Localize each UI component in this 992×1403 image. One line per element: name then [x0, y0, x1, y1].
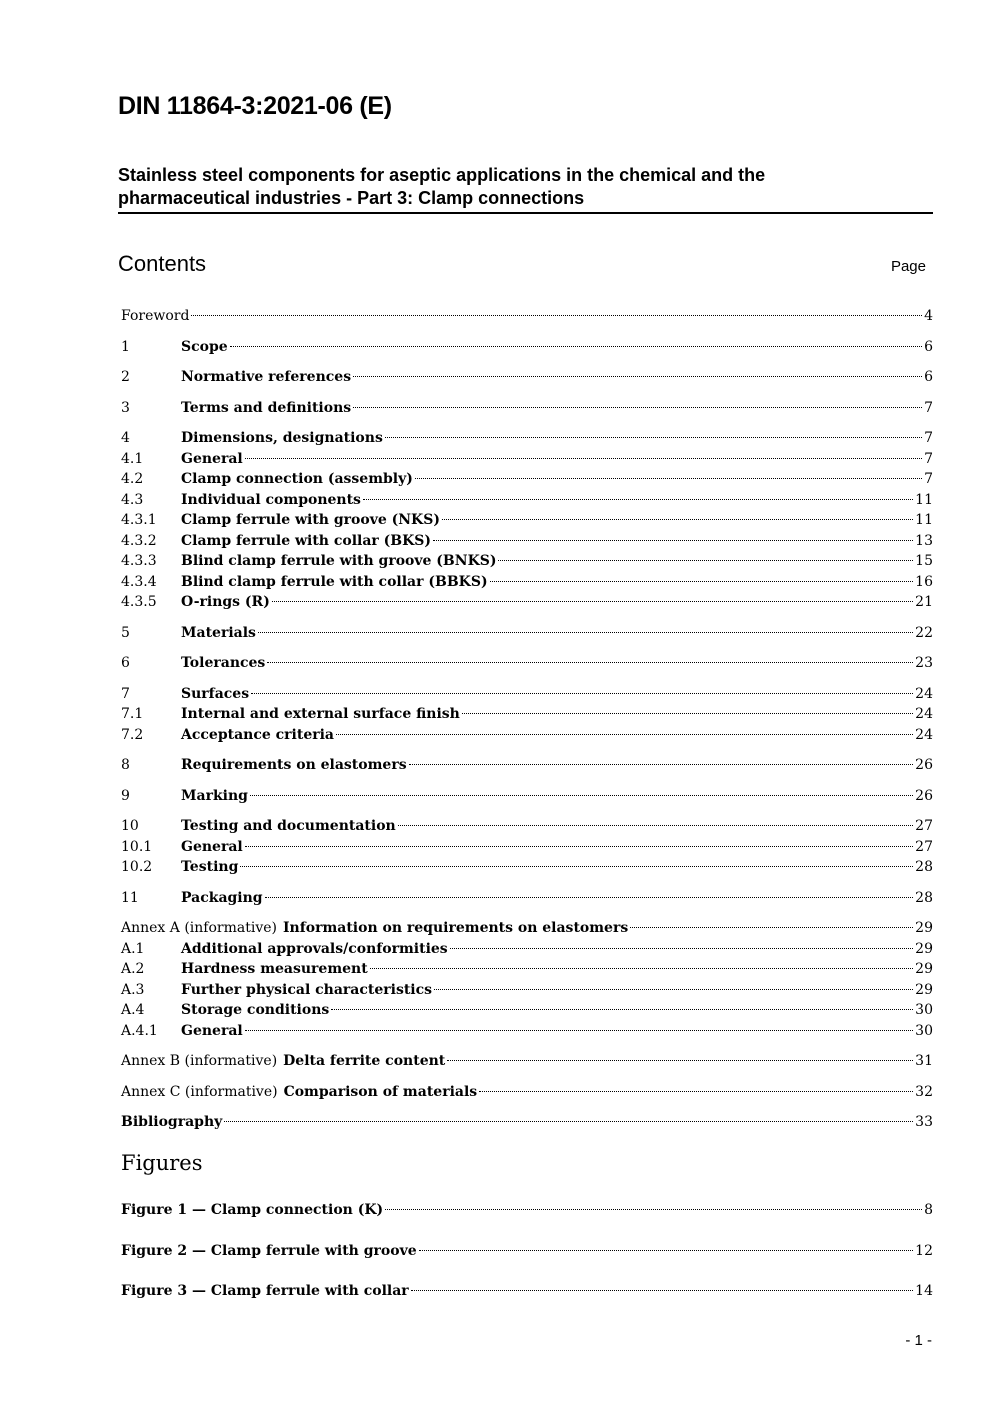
- toc-entry-number: 7.1: [121, 706, 144, 722]
- table-of-contents: [121, 306, 933, 1133]
- toc-entry-number: 8: [121, 757, 130, 773]
- toc-entry-title: Clamp ferrule with groove (NKS): [181, 512, 440, 528]
- dot-leader: [353, 375, 922, 377]
- dot-leader: [411, 1289, 913, 1291]
- figure-entry-title: Figure 1 — Clamp connection (K): [121, 1202, 384, 1218]
- dot-leader: [267, 661, 913, 663]
- dot-leader: [353, 406, 922, 408]
- toc-entry-page: 28: [915, 889, 933, 906]
- toc-entry-title: Storage conditions: [181, 1002, 330, 1018]
- annex-label: Annex A (informative): [121, 920, 277, 936]
- document-id: DIN 11864-3:2021-06 (E): [118, 92, 392, 120]
- toc-entry-page: 6: [924, 369, 933, 385]
- dot-leader: [419, 1249, 914, 1251]
- toc-entry[interactable]: [121, 704, 933, 725]
- toc-entry[interactable]: [121, 1000, 933, 1021]
- toc-entry[interactable]: [121, 939, 933, 960]
- toc-entry-annex[interactable]: [121, 1051, 933, 1072]
- toc-entry-title: General: [181, 450, 243, 467]
- figure-entry-page: 8: [924, 1202, 933, 1218]
- toc-entry-number: 4.3.3: [121, 553, 157, 569]
- toc-entry-number: 4.3.2: [121, 532, 157, 549]
- dot-leader: [245, 845, 913, 847]
- dot-leader: [245, 457, 922, 459]
- subtitle-line-1: Stainless steel components for aseptic applications in the chemical and the: [118, 165, 766, 185]
- toc-entry-title: Additional approvals/conformities: [181, 940, 448, 957]
- toc-entry-title: General: [181, 838, 243, 855]
- toc-entry-title: Blind clamp ferrule with collar (BBKS): [181, 573, 488, 590]
- toc-entry-page: 21: [915, 594, 933, 610]
- annex-label: Annex B (informative): [121, 1053, 278, 1069]
- toc-entry-page: 23: [915, 655, 933, 671]
- toc-entry-page: 27: [915, 818, 933, 834]
- figure-entry[interactable]: [121, 1241, 933, 1262]
- dot-leader: [336, 733, 913, 735]
- toc-entry-page: 7: [924, 471, 933, 487]
- toc-entry-title: Testing and documentation: [181, 818, 396, 834]
- dot-leader: [479, 1090, 913, 1092]
- toc-entry-title: Materials: [181, 624, 256, 641]
- page-number: - 1 -: [905, 1332, 932, 1349]
- toc-entry-number: 11: [121, 889, 139, 906]
- toc-entry-title: Surfaces: [181, 685, 250, 702]
- toc-entry-title: Comparison of materials: [283, 1083, 478, 1100]
- toc-entry-title: Scope: [181, 338, 228, 355]
- toc-entry-number: 9: [121, 787, 130, 804]
- toc-entry[interactable]: [121, 469, 933, 490]
- toc-entry-page: 4: [924, 308, 933, 324]
- toc-entry-page: 29: [915, 981, 933, 998]
- toc-entry-page: 28: [915, 859, 933, 875]
- toc-entry[interactable]: [121, 959, 933, 980]
- toc-entry[interactable]: [121, 1112, 933, 1133]
- toc-entry-title: Individual components: [181, 491, 361, 508]
- dot-leader: [630, 926, 913, 928]
- toc-entry-title: Foreword: [121, 308, 190, 324]
- toc-entry-number: 4.2: [121, 471, 144, 487]
- dot-leader: [370, 967, 913, 969]
- toc-entry-page: 29: [915, 920, 933, 936]
- dot-leader: [442, 518, 913, 520]
- toc-entry[interactable]: [121, 857, 933, 878]
- toc-entry-number: 1: [121, 338, 130, 355]
- document-subtitle: [118, 164, 933, 214]
- toc-entry-title: Packaging: [181, 889, 263, 906]
- toc-entry-number: A.4: [121, 1002, 145, 1018]
- dot-leader: [240, 865, 913, 867]
- list-of-figures: [121, 1200, 933, 1322]
- dot-leader: [450, 947, 913, 949]
- toc-entry[interactable]: [121, 572, 933, 593]
- toc-entry-page: 7: [924, 450, 933, 467]
- toc-entry-page: 26: [915, 787, 933, 804]
- toc-entry-title: Clamp connection (assembly): [181, 471, 413, 487]
- dot-leader: [251, 692, 913, 694]
- figure-entry-title: Figure 3 — Clamp ferrule with collar: [121, 1283, 409, 1299]
- toc-entry-number: A.4.1: [121, 1022, 158, 1039]
- toc-entry-page: 26: [915, 757, 933, 773]
- toc-entry[interactable]: [121, 786, 933, 807]
- toc-entry-page: 30: [915, 1022, 933, 1039]
- toc-entry[interactable]: [121, 725, 933, 746]
- toc-entry[interactable]: [121, 653, 933, 674]
- toc-entry[interactable]: [121, 398, 933, 419]
- toc-entry-number: 10: [121, 818, 139, 834]
- toc-entry-page: 29: [915, 940, 933, 957]
- toc-entry-title: O-rings (R): [181, 594, 270, 610]
- toc-entry-number: 2: [121, 369, 130, 385]
- toc-entry-title: Delta ferrite content: [283, 1053, 446, 1069]
- toc-entry[interactable]: [121, 428, 933, 449]
- figure-entry-page: 14: [915, 1283, 933, 1299]
- toc-entry[interactable]: [121, 592, 933, 613]
- toc-entry-number: A.3: [121, 981, 145, 998]
- toc-entry-number: 4: [121, 430, 130, 446]
- toc-entry[interactable]: [121, 837, 933, 858]
- dot-leader: [272, 600, 913, 602]
- dot-leader: [265, 896, 914, 898]
- toc-entry[interactable]: [121, 684, 933, 705]
- toc-entry-page: 6: [924, 338, 933, 355]
- toc-entry-number: 4.3.5: [121, 594, 157, 610]
- toc-entry-annex[interactable]: [121, 918, 933, 939]
- toc-entry-number: 4.3: [121, 491, 144, 508]
- toc-entry-page: 29: [915, 961, 933, 977]
- toc-entry-title: Internal and external surface finish: [181, 706, 460, 722]
- toc-entry[interactable]: [121, 367, 933, 388]
- contents-heading: Contents: [118, 251, 207, 276]
- figure-entry-title: Figure 2 — Clamp ferrule with groove: [121, 1242, 417, 1259]
- toc-entry-number: 5: [121, 624, 130, 641]
- toc-entry[interactable]: [121, 510, 933, 531]
- toc-entry-title: Normative references: [181, 369, 352, 385]
- toc-entry-title: Further physical characteristics: [181, 981, 433, 998]
- dot-leader: [245, 1029, 913, 1031]
- dot-leader: [498, 559, 913, 561]
- toc-entry[interactable]: [121, 1021, 933, 1042]
- toc-entry[interactable]: [121, 816, 933, 837]
- toc-entry-page: 7: [924, 399, 933, 416]
- dot-leader: [385, 436, 922, 438]
- toc-entry-number: 6: [121, 655, 130, 671]
- toc-entry[interactable]: [121, 337, 933, 358]
- dot-leader: [224, 1120, 913, 1122]
- dot-leader: [250, 794, 913, 796]
- page-column-label: Page: [890, 258, 926, 275]
- figure-entry-page: 12: [915, 1242, 933, 1259]
- toc-entry-number: 4.3.1: [121, 512, 157, 528]
- dot-leader: [462, 712, 913, 714]
- toc-entry-title: Dimensions, designations: [181, 430, 383, 446]
- dot-leader: [447, 1059, 913, 1061]
- toc-entry-title: Hardness measurement: [181, 961, 368, 977]
- toc-entry-page: 7: [924, 430, 933, 446]
- dot-leader: [363, 498, 913, 500]
- toc-entry[interactable]: [121, 755, 933, 776]
- toc-entry-number: 4.3.4: [121, 573, 157, 590]
- toc-entry-page: 27: [915, 838, 933, 855]
- figure-entry[interactable]: [121, 1281, 933, 1302]
- toc-entry-title: Acceptance criteria: [181, 726, 334, 743]
- toc-entry-page: 24: [915, 685, 933, 702]
- toc-entry-page: 16: [915, 573, 933, 590]
- toc-entry-title: Bibliography: [121, 1114, 223, 1130]
- dot-leader: [331, 1008, 913, 1010]
- toc-entry-title: Clamp ferrule with collar (BKS): [181, 532, 432, 549]
- dot-leader: [490, 580, 914, 582]
- toc-entry-page: 11: [915, 491, 933, 508]
- toc-entry-page: 13: [915, 532, 933, 549]
- toc-entry-title: General: [181, 1022, 243, 1039]
- dot-leader: [258, 631, 913, 633]
- toc-entry[interactable]: [121, 888, 933, 909]
- toc-entry-number: 10.2: [121, 859, 153, 875]
- toc-entry-number: A.2: [121, 961, 145, 977]
- toc-entry-title: Marking: [181, 787, 248, 804]
- toc-entry-title: Information on requirements on elastomers: [282, 920, 629, 936]
- toc-entry-page: 32: [915, 1083, 933, 1100]
- dot-leader: [434, 988, 913, 990]
- toc-entry-number: 7.2: [121, 726, 144, 743]
- dot-leader: [433, 539, 913, 541]
- dot-leader: [398, 824, 913, 826]
- toc-entry-title: Terms and definitions: [181, 399, 352, 416]
- dot-leader: [191, 314, 922, 316]
- toc-entry-page: 11: [915, 512, 933, 528]
- toc-entry[interactable]: [121, 980, 933, 1001]
- toc-entry-annex[interactable]: [121, 1082, 933, 1103]
- toc-entry-title: Testing: [181, 859, 239, 875]
- toc-entry-title: Requirements on elastomers: [181, 757, 407, 773]
- toc-entry-page: 30: [915, 1002, 933, 1018]
- toc-entry-title: Tolerances: [181, 655, 266, 671]
- annex-label: Annex C (informative): [121, 1083, 278, 1100]
- toc-entry-number: 10.1: [121, 838, 153, 855]
- toc-entry[interactable]: [121, 551, 933, 572]
- toc-entry-page: 31: [915, 1053, 933, 1069]
- dot-leader: [415, 477, 922, 479]
- toc-entry-page: 15: [915, 553, 933, 569]
- toc-entry[interactable]: [121, 490, 933, 511]
- toc-entry-title: Blind clamp ferrule with groove (BNKS): [181, 553, 497, 569]
- toc-entry-number: 7: [121, 685, 130, 702]
- toc-entry[interactable]: [121, 306, 933, 327]
- toc-entry-page: 24: [915, 726, 933, 743]
- dot-leader: [409, 763, 914, 765]
- toc-entry-page: 24: [915, 706, 933, 722]
- toc-entry[interactable]: [121, 449, 933, 470]
- toc-entry-number: 3: [121, 399, 130, 416]
- toc-entry-page: 33: [915, 1114, 933, 1130]
- toc-entry-number: 4.1: [121, 450, 144, 467]
- toc-entry[interactable]: [121, 623, 933, 644]
- toc-entry-number: A.1: [121, 940, 145, 957]
- dot-leader: [230, 345, 922, 347]
- subtitle-line-2: pharmaceutical industries - Part 3: Clamp connections: [118, 188, 585, 208]
- figures-heading: Figures: [121, 1151, 203, 1175]
- toc-entry[interactable]: [121, 531, 933, 552]
- toc-entry-page: 22: [915, 624, 933, 641]
- dot-leader: [385, 1208, 922, 1210]
- figure-entry[interactable]: [121, 1200, 933, 1221]
